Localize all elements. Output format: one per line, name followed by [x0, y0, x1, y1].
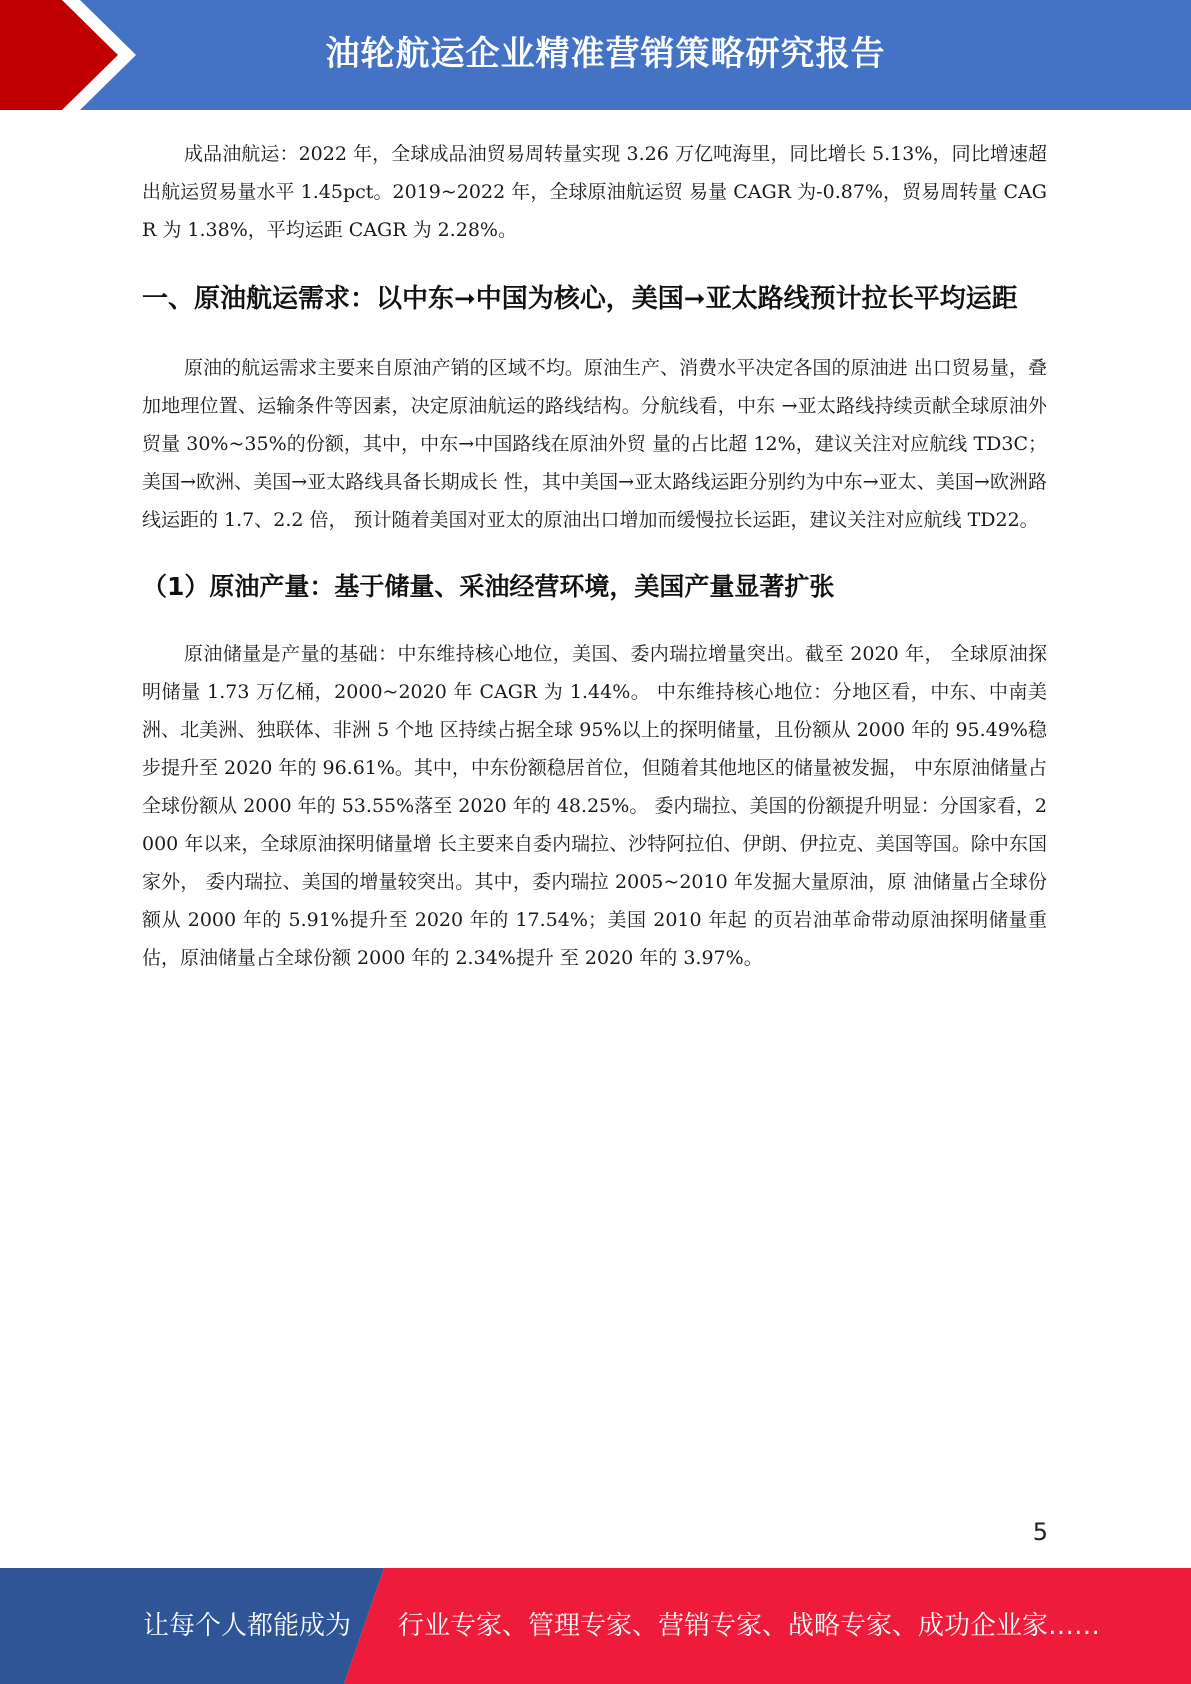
- header-band: [0, 0, 1191, 110]
- page-number: 5: [1032, 1518, 1048, 1546]
- footer-slogan-right: 行业专家、管理专家、营销专家、战略专家、成功企业家……: [398, 1611, 1101, 1641]
- footer-band: [0, 1568, 1191, 1684]
- footer-slogan-left: 让每个人都能成为: [143, 1611, 352, 1641]
- document-title: 油轮航运企业精准营销策略研究报告: [325, 34, 886, 74]
- paragraph-crude-reserves: 原油储量是产量的基础：中东维持核心地位，美国、委内瑞拉增量突出。截至 2020 年， 全球原油探明储量 1.73 万亿桶，2000~2020 年 CAGR 为 1.44%。 中东维持核心地位：分地区看，中东、中南美洲、北美洲、独联体、非洲 5 个地 区持续占据全球 95%以上的探明储量，且份额从 2000 年的 95.49%稳步提升至 2020 年的 96.61%。其中，中东份额稳居首位，但随着其他地区的储量被发掘， 中东原油储量占全球份额从 2000 年的 53.55%落至 2020 年的 48.25%。 委内瑞拉、美国的份额提升明显：分国家看，2000 年以来，全球原油探明储量增 长主要来自委内瑞拉、沙特阿拉伯、伊朗、伊拉克、美国等国。除中东国家外， 委内瑞拉、美国的增量较突出。其中，委内瑞拉 2005~2010 年发掘大量原油，原 油储量占全球份额从 2000 年的 5.91%提升至 2020 年的 17.54%；美国 2010 年起 的页岩油革命带动原油探明储量重估，原油储量占全球份额 2000 年的 2.34%提升 至 2020 年的 3.97%。: [142, 643, 1047, 969]
- paragraph-product-oil: 成品油航运：2022 年，全球成品油贸易周转量实现 3.26 万亿吨海里，同比增长 5.13%，同比增速超出航运贸易量水平 1.45pct。2019~2022 年，全球原油航运贸 易量 CAGR 为-0.87%，贸易周转量 CAGR 为 1.38%，平均运距 CAGR 为 2.28%。: [142, 143, 1047, 241]
- main-content: [142, 135, 1047, 977]
- subsection-heading-crude-production: （1）原油产量：基于储量、采油经营环境，美国产量显著扩张: [142, 572, 835, 601]
- paragraph-crude-demand: 原油的航运需求主要来自原油产销的区域不均。原油生产、消费水平决定各国的原油进 出口贸易量，叠加地理位置、运输条件等因素，决定原油航运的路线结构。分航线看，中东 →亚太路线持续贡献全球原油外贸量 30%~35%的份额，其中，中东→中国路线在原油外贸 量的占比超 12%，建议关注对应航线 TD3C；美国→欧洲、美国→亚太路线具备长期成长 性，其中美国→亚太路线运距分别约为中东→亚太、美国→欧洲路线运距的 1.7、2.2 倍， 预计随着美国对亚太的原油出口增加而缓慢拉长运距，建议关注对应航线 TD22。: [142, 357, 1047, 531]
- section-heading-crude-demand: 一、原油航运需求：以中东➞中国为核心，美国➞亚太路线预计拉长平均运距: [142, 284, 1018, 314]
